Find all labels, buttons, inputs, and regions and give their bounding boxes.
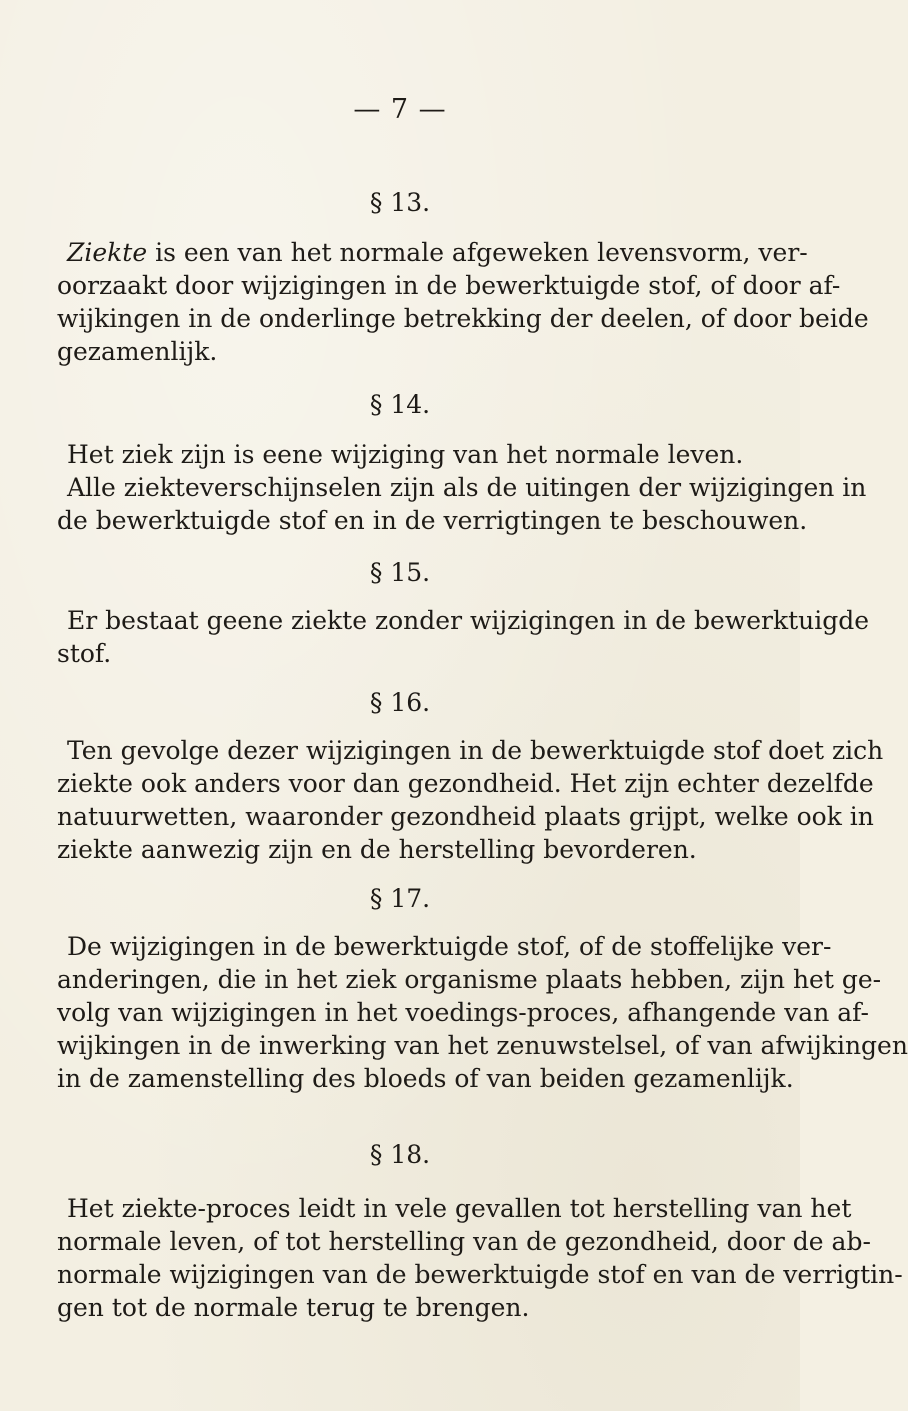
paragraph-line: ziekte ook anders voor dan gezondheid. Het zijn echter dezelfde [57,769,874,798]
section-heading-14: § 14. [369,390,431,419]
paragraph-line: volg van wijzigingen in het voedings-proces, afhangende van af- [57,998,869,1027]
paragraph-line: gezamenlijk. [57,337,218,366]
paragraph-line: wijkingen in de inwerking van het zenuwstelsel, of van afwijkingen [57,1031,908,1060]
paragraph-line: normale wijzigingen van de bewerktuigde stof en van de verrigtin- [57,1260,903,1289]
section-heading-16: § 16. [369,688,431,717]
paragraph-line: gen tot de normale terug te brengen. [57,1293,530,1322]
page-number: — 7 — [353,94,447,125]
paragraph-line: ziekte aanwezig zijn en de herstelling bevorderen. [57,835,697,864]
paragraph-line: stof. [57,639,112,668]
paragraph-line: Ten gevolge dezer wijzigingen in de bewerktuigde stof doet zich [67,736,884,765]
paragraph-15 [57,604,870,670]
lead-term: Ziekte [67,238,148,267]
paragraph-line: Alle ziekteverschijnselen zijn als de uitingen der wijzigingen in [67,473,867,502]
section-heading-17: § 17. [369,884,431,913]
paragraph-13 [57,236,869,368]
section-heading-13: § 13. [369,188,431,217]
paragraph-line: anderingen, die in het ziek organisme plaats hebben, zijn het ge- [57,965,882,994]
paragraph-line: wijkingen in de onderlinge betrekking der deelen, of door beide [57,304,869,333]
paragraph-18 [57,1192,903,1324]
section-heading-18: § 18. [369,1140,431,1169]
paragraph-line: Het ziekte-proces leidt in vele gevallen tot herstelling van het [67,1194,852,1223]
paragraph-16 [57,734,884,866]
paragraph-line: Er bestaat geene ziekte zonder wijzigingen in de bewerktuigde [67,606,870,635]
paragraph-line: De wijzigingen in de bewerktuigde stof, of de stoffelijke ver- [67,932,832,961]
paragraph-17 [57,930,908,1095]
section-heading-15: § 15. [369,558,431,587]
paragraph-line: oorzaakt door wijzigingen in de bewerktuigde stof, of door af- [57,271,841,300]
paragraph-line: normale leven, of tot herstelling van de gezondheid, door de ab- [57,1227,871,1256]
paragraph-line: Ziekte is een van het normale afgeweken levensvorm, ver- [67,238,808,267]
paragraph-line: in de zamenstelling des bloeds of van beiden gezamenlijk. [57,1064,794,1093]
paragraph-line: de bewerktuigde stof en in de verrigtingen te beschouwen. [57,506,808,535]
paragraph-line: natuurwetten, waaronder gezondheid plaats grijpt, welke ook in [57,802,874,831]
paragraph-line: Het ziek zijn is eene wijziging van het normale leven. [67,440,744,469]
paragraph-14 [57,438,867,537]
